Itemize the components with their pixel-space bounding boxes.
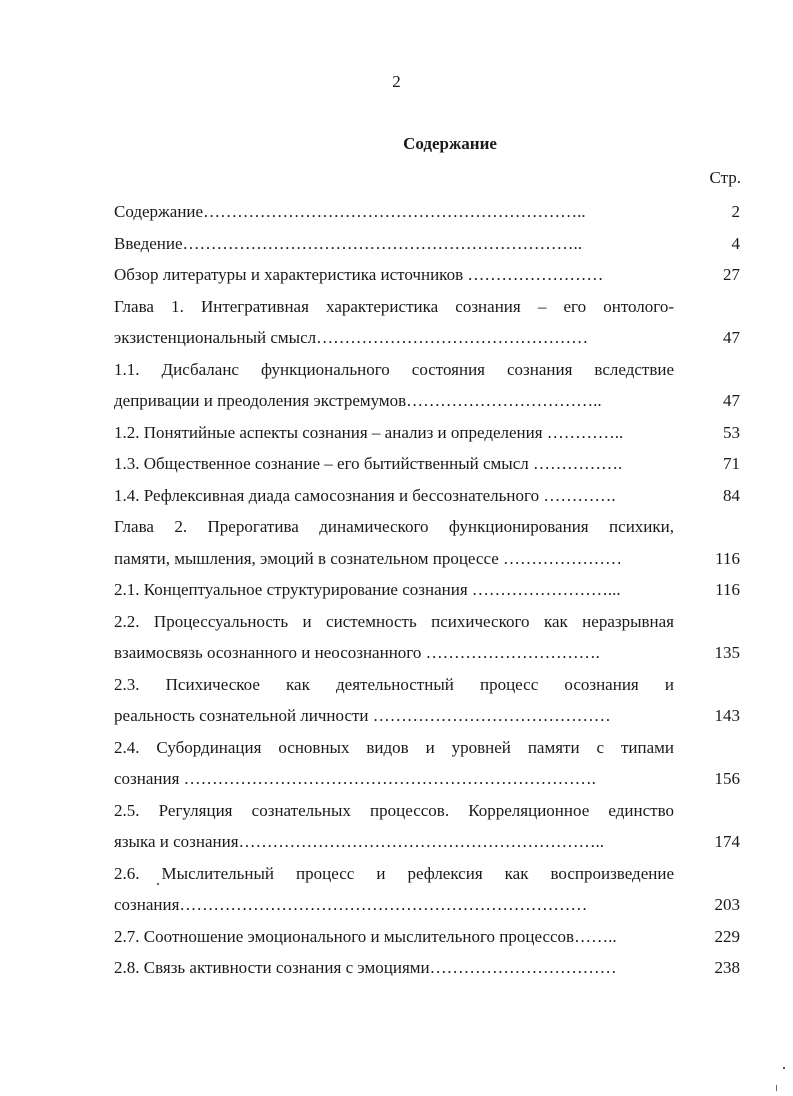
toc-entry-text — [114, 354, 674, 417]
toc-entry-line: взаимосвязь осознанного и неосознанного …………………………. — [114, 643, 600, 662]
page-number: 2 — [392, 72, 401, 91]
toc-entry-line: 2.7. Соотношение эмоционального и мыслительного процессов…….. — [114, 926, 617, 946]
toc-entry-line: 1.4. Рефлексивная диада самосознания и бессознательного …………. — [114, 485, 616, 505]
toc-entry-text — [114, 858, 674, 921]
toc-entry-page: 174 — [714, 832, 740, 851]
toc-entry-line: языка и сознания……………………………………………………….. — [114, 832, 605, 851]
toc-entry-line: 1.2. Понятийные аспекты сознания – анализ и определения ………….. — [114, 422, 624, 442]
toc-entry-page: 84 — [723, 485, 740, 505]
toc-entry — [114, 196, 740, 228]
toc-entry-text — [114, 291, 674, 354]
toc-entry-page: 2 — [731, 202, 740, 221]
toc-entry-text — [114, 606, 674, 669]
toc-entry-line: Содержание………………………………………………………….. — [114, 202, 586, 221]
table-of-contents — [114, 196, 740, 984]
toc-entry-text — [114, 259, 674, 291]
toc-entry — [114, 921, 740, 953]
toc-entry-page: 135 — [714, 643, 740, 662]
toc-entry — [114, 952, 740, 984]
toc-entry-text — [114, 669, 674, 732]
toc-entry-line: Глава 2. Прерогатива динамического функционирования психики, — [114, 517, 674, 536]
scan-speck — [157, 883, 159, 885]
toc-entry-text — [114, 448, 674, 480]
toc-entry-text — [114, 196, 674, 228]
toc-entry-line: 2.1. Концептуальное структурирование сознания ……………………... — [114, 580, 621, 599]
toc-entry-page: 116 — [715, 548, 740, 568]
toc-entry — [114, 574, 740, 606]
toc-entry — [114, 291, 740, 354]
toc-entry — [114, 606, 740, 669]
toc-entry — [114, 669, 740, 732]
toc-entry-page: 27 — [723, 265, 740, 284]
toc-entry-page: 203 — [714, 895, 740, 914]
toc-entry-page: 47 — [723, 328, 740, 347]
toc-entry-line: 2.8. Связь активности сознания с эмоциями…………………………… — [114, 958, 617, 977]
page-column-header: Стр. — [709, 168, 741, 187]
toc-entry-text — [114, 511, 674, 574]
toc-entry-line: 2.5. Регуляция сознательных процессов. Корреляционное единство — [114, 800, 674, 820]
toc-entry-line: 1.3. Общественное сознание – его бытийственный смысл ……………. — [114, 454, 623, 473]
toc-entry — [114, 354, 740, 417]
toc-entry-text — [114, 574, 674, 606]
scan-speck — [783, 1067, 785, 1069]
toc-entry-page: 156 — [714, 769, 740, 788]
toc-entry — [114, 858, 740, 921]
toc-entry-line: реальность сознательной личности …………………………………… — [114, 706, 611, 725]
toc-entry — [114, 448, 740, 480]
toc-entry-line: 1.1. Дисбаланс функционального состояния сознания вследствие — [114, 359, 674, 379]
toc-entry-line: сознания……………………………………………………………… — [114, 895, 588, 914]
toc-entry — [114, 480, 740, 512]
toc-entry-page: 143 — [714, 706, 740, 725]
toc-entry-page: 116 — [715, 580, 740, 599]
toc-entry-page: 238 — [714, 958, 740, 977]
toc-entry-line: 2.6. Мыслительный процесс и рефлексия как воспроизведение — [114, 863, 674, 883]
toc-entry-page: 229 — [714, 926, 740, 946]
toc-entry — [114, 228, 740, 260]
toc-entry-text — [114, 228, 674, 260]
toc-entry-line: 2.3. Психическое как деятельностный процесс осознания и — [114, 674, 674, 694]
toc-entry-page: 53 — [723, 422, 740, 442]
toc-entry-text — [114, 921, 674, 953]
toc-entry — [114, 795, 740, 858]
toc-entry-page: 71 — [723, 454, 740, 473]
toc-entry — [114, 259, 740, 291]
toc-entry — [114, 511, 740, 574]
toc-entry-text — [114, 417, 674, 449]
scan-speck — [776, 1085, 777, 1091]
toc-entry-page: 47 — [723, 391, 740, 410]
toc-title: Содержание — [403, 134, 497, 153]
toc-entry-line: Глава 1. Интегративная характеристика сознания – его онтолого- — [114, 296, 674, 316]
toc-entry-line: памяти, мышления, эмоций в сознательном процессе ………………… — [114, 548, 622, 568]
toc-entry — [114, 417, 740, 449]
toc-entry-page: 4 — [731, 233, 740, 253]
toc-entry-line: Обзор литературы и характеристика источников …………………… — [114, 265, 604, 284]
toc-entry-line: Введение…………………………………………………………….. — [114, 233, 583, 253]
toc-entry-line: депривации и преодоления экстремумов…………………………….. — [114, 391, 602, 410]
toc-entry-text — [114, 952, 674, 984]
toc-entry-line: 2.2. Процессуальность и системность психического как неразрывная — [114, 611, 674, 631]
toc-entry-text — [114, 732, 674, 795]
toc-entry-text — [114, 480, 674, 512]
toc-entry-text — [114, 795, 674, 858]
toc-entry — [114, 732, 740, 795]
toc-entry-line: 2.4. Субординация основных видов и уровней памяти с типами — [114, 737, 674, 757]
toc-entry-line: экзистенциональный смысл………………………………………… — [114, 328, 589, 347]
toc-entry-line: сознания ………………………………………………………………. — [114, 769, 596, 788]
